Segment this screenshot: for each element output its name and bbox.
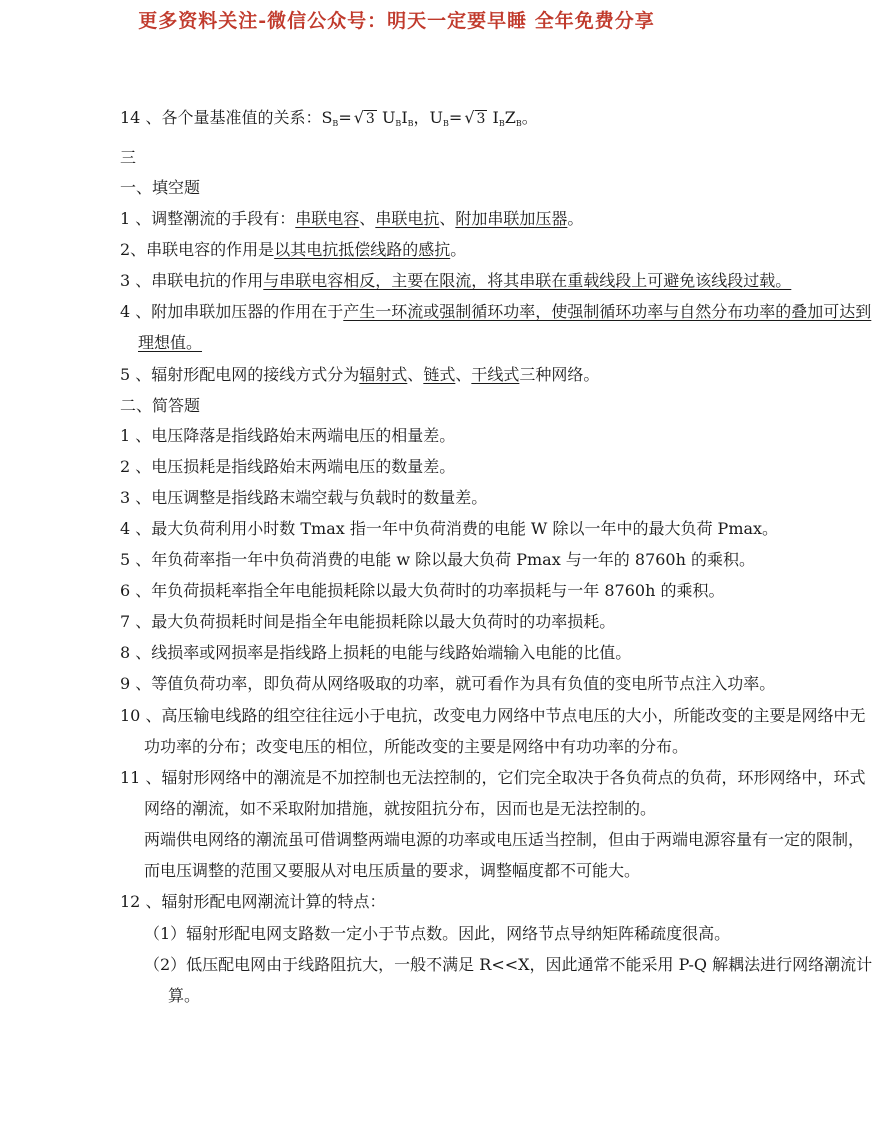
- fill-item-5: 5 、辐射形配电网的接线方式分为辐射式、链式、干线式三种网络。: [120, 365, 600, 384]
- short-subitem-cont: 算。: [168, 986, 201, 1005]
- short-item: 9 、等值负荷功率，即负荷从网络吸取的功率，就可看作为具有负值的变电所节点注入功率。: [120, 674, 776, 693]
- fill-item-4: 4 、附加串联加压器的作用在于产生一环流或强制循环功率，使强制循环功率与自然分布功率的叠加可达到: [120, 302, 872, 321]
- formula-line-14: 14 、各个量基准值的关系：$S_B=$ √ 3 $U_BI_B$，$U_B=$ √ 3 $I_BZ_B$。: [120, 108, 538, 128]
- section-heading: 三: [120, 148, 137, 167]
- short-item: 3 、电压调整是指线路末端空载与负载时的数量差。: [120, 488, 488, 507]
- fill-item-3: 3 、串联电抗的作用与串联电容相反，主要在限流，将其串联在重载线段上可避免该线段过载。: [120, 271, 792, 290]
- short-subitem: （1）辐射形配电网支路数一定小于节点数。因此，网络节点导纳矩阵稀疏度很高。: [144, 924, 731, 943]
- short-item: 11 、辐射形网络中的潮流是不加控制也无法控制的，它们完全取决于各负荷点的负荷，环形网络中，环式: [120, 768, 866, 787]
- short-item-cont: 而电压调整的范围又要服从对电压质量的要求，调整幅度都不可能大。: [144, 861, 641, 880]
- short-item: 6 、年负荷损耗率指全年电能损耗除以最大负荷时的功率损耗与一年 8760h 的乘积。: [120, 581, 725, 600]
- short-item: 4 、最大负荷利用小时数 Tmax 指一年中负荷消费的电能 W 除以一年中的最大负荷 Pmax。: [120, 519, 779, 538]
- fill-item-2: 2、串联电容的作用是以其电抗抵偿线路的感抗。: [120, 240, 467, 259]
- short-item: 10 、高压输电线路的组空往往远小于电抗，改变电力网络中节点电压的大小，所能改变的主要是网络中无: [120, 706, 866, 725]
- short-item: 8 、线损率或网损率是指线路上损耗的电能与线路始端输入电能的比值。: [120, 643, 632, 662]
- fill-blank-heading: 一、填空题: [120, 178, 201, 197]
- fill-item-1: 1 、调整潮流的手段有：串联电容、串联电抗、附加串联加压器。: [120, 209, 584, 228]
- short-item: 1 、电压降落是指线路始末两端电压的相量差。: [120, 426, 456, 445]
- short-item-cont: 功功率的分布；改变电压的相位，所能改变的主要是网络中有功功率的分布。: [144, 737, 689, 756]
- short-item: 12 、辐射形配电网潮流计算的特点：: [120, 892, 386, 911]
- short-item-cont: 两端供电网络的潮流虽可借调整两端电源的功率或电压适当控制，但由于两端电源容量有一定的限制，: [144, 830, 865, 849]
- short-answer-heading: 二、简答题: [120, 396, 201, 415]
- sqrt-symbol: √: [464, 108, 475, 127]
- short-item: 7 、最大负荷损耗时间是指全年电能损耗除以最大负荷时的功率损耗。: [120, 612, 616, 631]
- short-item: 2 、电压损耗是指线路始末两端电压的数量差。: [120, 457, 456, 476]
- short-item: 5 、年负荷率指一年中负荷消费的电能 w 除以最大负荷 Pmax 与一年的 8760h 的乘积。: [120, 550, 756, 569]
- fill-item-4-cont: 理想值。: [138, 333, 203, 352]
- sqrt-symbol: √: [353, 108, 364, 127]
- promo-banner: 更多资料关注-微信公众号：明天一定要早睡 全年免费分享: [138, 10, 655, 32]
- short-subitem: （2）低压配电网由于线路阻抗大，一般不满足 R<<X，因此通常不能采用 P-Q 解耦法进行网络潮流计: [144, 955, 872, 974]
- short-item-cont: 网络的潮流，如不采取附加措施，就按阻抗分布，因而也是无法控制的。: [144, 799, 657, 818]
